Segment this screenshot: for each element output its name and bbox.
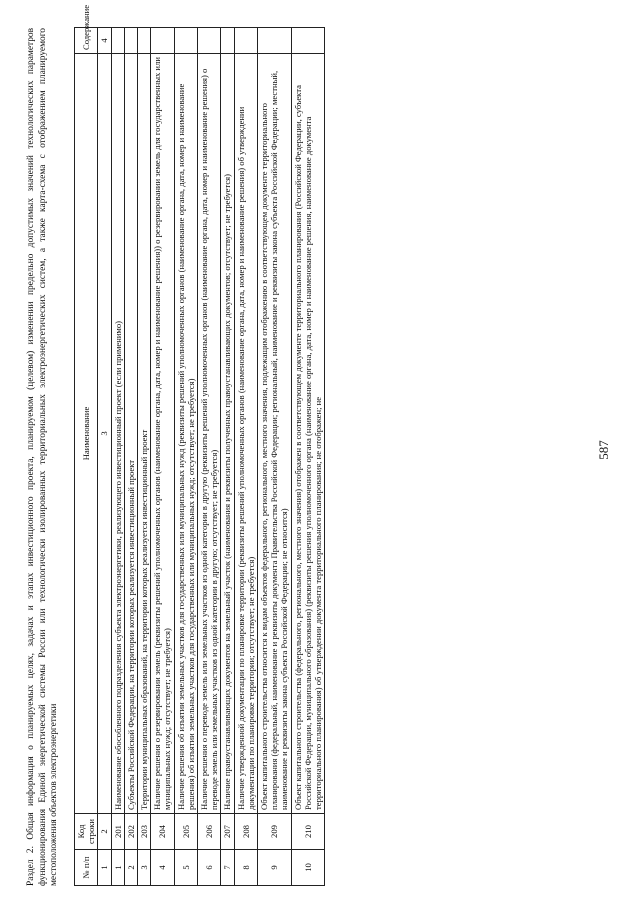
row-content — [174, 28, 197, 54]
row-number: 1 — [111, 850, 124, 886]
row-name: Территории муниципальных образований, на территории которых реализуется инвестиционный проект — [138, 54, 151, 814]
table-row — [151, 28, 174, 886]
row-code: 201 — [111, 814, 124, 850]
row-code: 209 — [258, 814, 292, 850]
column-number: 1 — [98, 850, 111, 886]
information-table — [74, 4, 325, 886]
row-name: Наличие решения об изъятии земельных участков для государственных или муниципальных нужд (реквизиты решений уполномоченных органов (наименование органа, дата, номер и наименование решения) об изъятии земельных участков для государственных или муниципальных нужд; отсутствует; не требуется) — [174, 54, 197, 814]
row-number: 2 — [124, 850, 137, 886]
row-code: 204 — [151, 814, 174, 850]
row-name: Наличие правоустанавливающих документов на земельный участок (наименования и реквизиты полученных правоустанавливающих документов; отсутствует; не требуется) — [221, 54, 234, 814]
row-code: 207 — [221, 814, 234, 850]
row-content — [221, 28, 234, 54]
table-row — [138, 28, 151, 886]
row-content — [198, 28, 221, 54]
column-number: 4 — [98, 28, 111, 54]
row-code: 210 — [291, 814, 325, 850]
table-row — [124, 28, 137, 886]
page-number: 587 — [595, 440, 611, 460]
row-number: 5 — [174, 850, 197, 886]
row-code: 208 — [234, 814, 257, 850]
column-number: 3 — [98, 54, 111, 814]
row-code: 206 — [198, 814, 221, 850]
column-header-name: Наименование — [75, 54, 98, 814]
row-name: Наличие решения о резервировании земель (реквизиты решений уполномоченных органов (наименование органа, дата, номер и наименование решения)) о резервировании земель для государственных или муниципальных нужд; отсутствует; не требуется) — [151, 54, 174, 814]
section-heading: Раздел 2. Общая информация о планируемых целях, задачах и этапах инвестиционного проекта, планируемом (целевом) изменении предельно допустимых значений технологических параметров функционирования Единой энергетической системы России или технологически изолированных территориальных электроэнергетических систем, а также карта-схема с отображением планируемого местоположения объектов электроэнергетики — [26, 28, 59, 886]
row-content — [258, 28, 292, 54]
row-name: Объект капитального строительства относится к видам объектов федерального, регионального, местного значения, подлежащим отображению в соответствующем документе территориального планирования (федеральный, наименование и реквизиты документа Правительства Российской Федерации; региональный, наименование и реквизиты закона субъекта Российской Федерации; местный, наименование и реквизиты закона субъекта Российской Федерации; не относится) — [258, 54, 292, 814]
row-number: 10 — [291, 850, 325, 886]
row-name: Субъекты Российской Федерации, на территории которых реализуется инвестиционный проект — [124, 54, 137, 814]
row-name: Объект капитального строительства (федерального, регионального, местного значения) отображен в соответствующем документе территориального планирования (Российской Федерации, субъекта Российской Федерации, муниципального образования) (реквизиты решения уполномоченного органа (наименование органа, дата, номер и наименование решения, наименование документа территориального планирования) об утверждении документа территориального планирования; не отображен; не — [291, 54, 325, 814]
column-number: 2 — [98, 814, 111, 850]
table-row — [234, 28, 257, 886]
row-number: 3 — [138, 850, 151, 886]
table-row — [174, 28, 197, 886]
row-content — [234, 28, 257, 54]
table-row — [258, 28, 292, 886]
row-number: 4 — [151, 850, 174, 886]
table-header-row — [75, 28, 98, 886]
row-name: Наименование обособленного подразделения субъекта электроэнергетики, реализующего инвестиционный проект (если применимо) — [111, 54, 124, 814]
row-name: Наличие утвержденной документации по планировке территории (реквизиты решений уполномоченных органов (наименование органа, дата, номер и наименование решения) об утверждении документации по планировке территории; отсутствует; не требуется) — [234, 54, 257, 814]
table-row — [111, 28, 124, 886]
column-header-content: Содержание — [75, 28, 98, 54]
table-row — [198, 28, 221, 886]
row-content — [111, 28, 124, 54]
row-content — [124, 28, 137, 54]
row-number: 6 — [198, 850, 221, 886]
table-column-numbers-row — [98, 28, 111, 886]
row-number: 9 — [258, 850, 292, 886]
table-row — [291, 28, 325, 886]
column-header-number: № п/п — [75, 850, 98, 886]
row-content — [291, 28, 325, 54]
column-header-code: Код строки — [75, 814, 98, 850]
row-content — [151, 28, 174, 54]
row-number: 7 — [221, 850, 234, 886]
row-number: 8 — [234, 850, 257, 886]
row-code: 202 — [124, 814, 137, 850]
rotated-page-content — [26, 4, 586, 892]
table-row — [221, 28, 234, 886]
row-code: 203 — [138, 814, 151, 850]
row-code: 205 — [174, 814, 197, 850]
row-name: Наличие решения о переводе земель или земельных участков из одной категории в другую (реквизиты решений уполномоченных органов (наименование органа, дата, номер и наименование решения) о переводе земель или земельных участков из одной категории в другую; отсутствует; не требуется) — [198, 54, 221, 814]
row-content — [138, 28, 151, 54]
